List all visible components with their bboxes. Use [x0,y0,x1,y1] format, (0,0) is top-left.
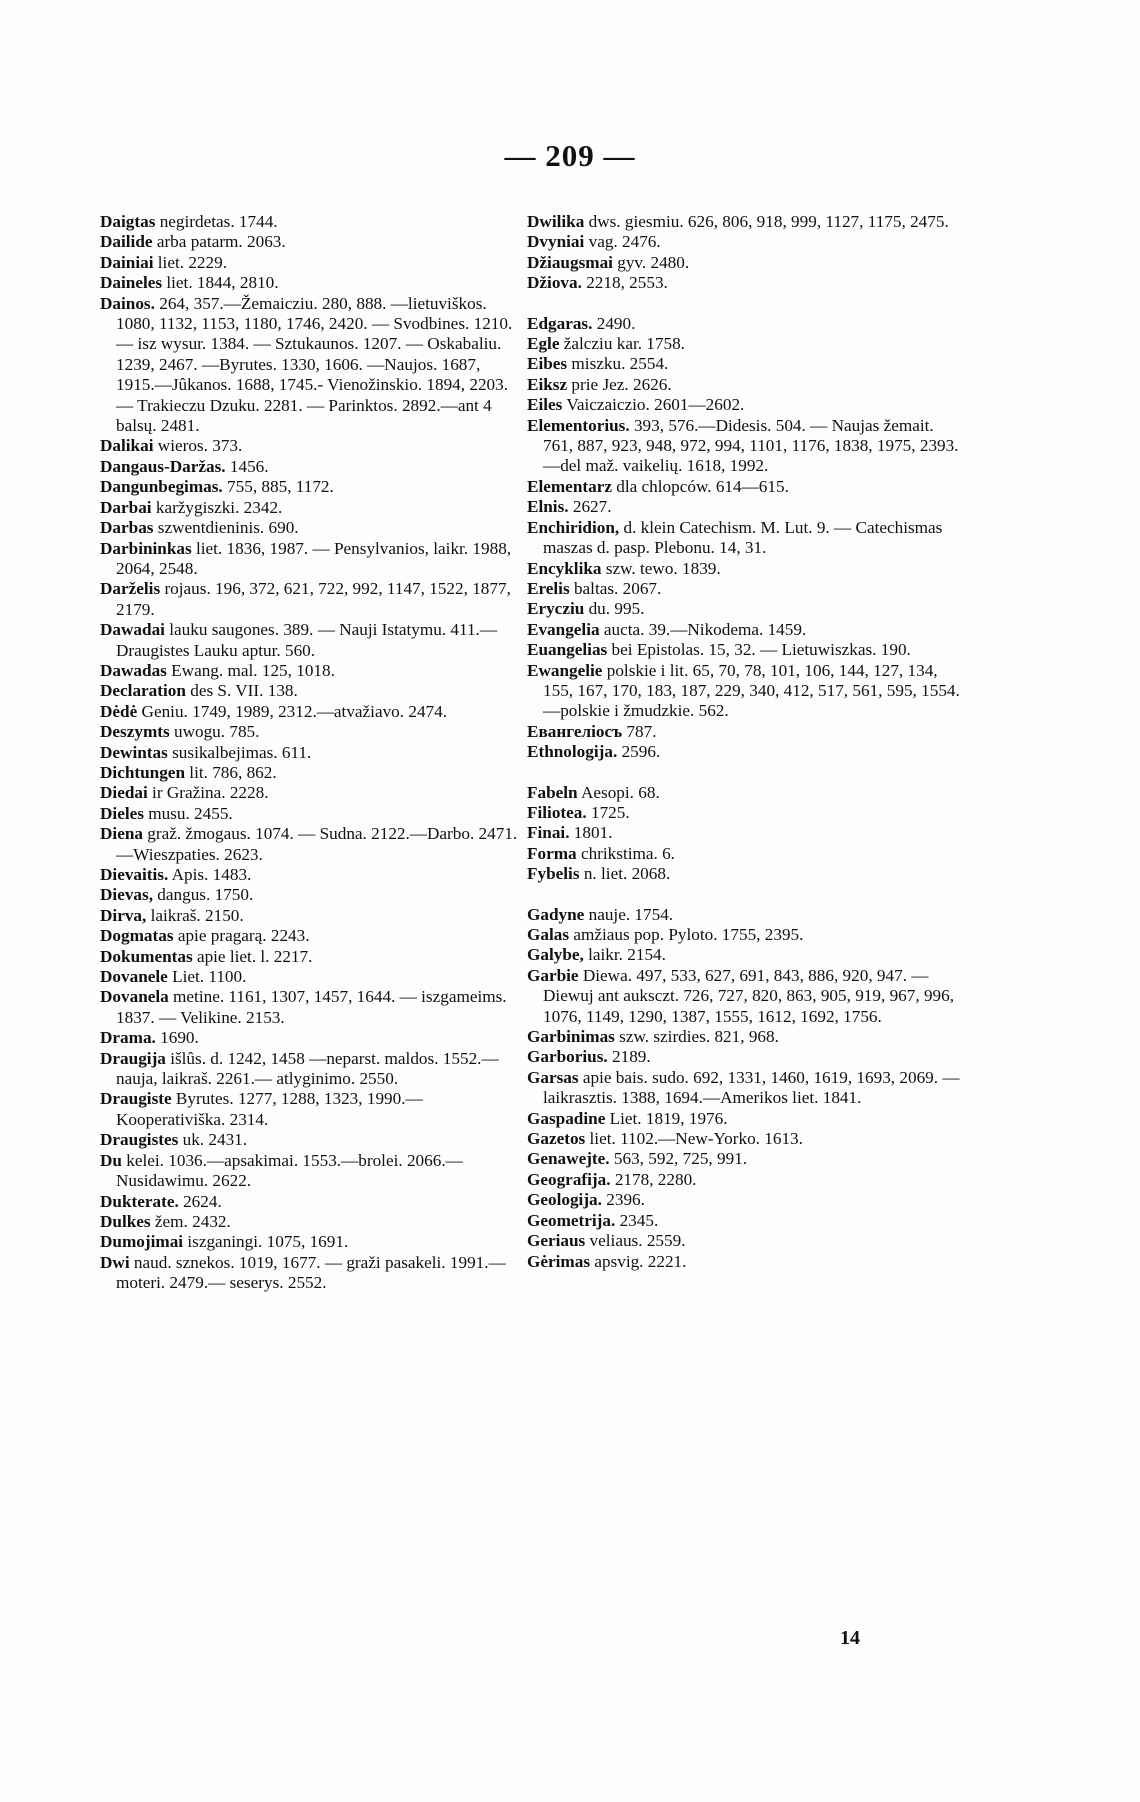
entry-references: liet. 2229. [153,252,228,272]
entry-references: dws. giesmiu. 626, 806, 918, 999, 1127, 1175, 2475. [584,212,949,231]
entry-references: 2396. [601,1190,645,1210]
entry-references: du. 995. [584,599,645,619]
entry-headword: Diedai [100,783,148,803]
entry-references: Diewa. 497, 533, 627, 691, 843, 886, 920, 947. — Diewuj ant auksczt. 726, 727, 820, 863, 905, 919, 967, 996, 1076, 1149, 1290, 1387, 1555, 1612, 1692, 1756. [543,965,955,1026]
entry-headword: Darbininkas [100,538,192,558]
entry-headword: Elementorius. [527,415,630,435]
index-entry [100,804,520,824]
entry-headword: Geriaus [527,1231,586,1251]
entry-headword: Dovanela [100,987,169,1007]
entry-references: szw. szirdies. 821, 968. [614,1027,779,1047]
entry-headword: Dwi [100,1252,130,1272]
entry-headword: Dewintas [100,742,168,762]
index-entry [527,334,967,354]
entry-references: apie liet. l. 2217. [192,946,313,966]
index-entry [527,416,967,477]
entry-headword: Dogmatas [100,926,174,946]
entry-headword: Dirva, [100,905,147,925]
index-entry [527,722,967,742]
entry-headword: Dangaus-Daržas. [100,456,226,476]
entry-references: liet. 1102.—New-Yorko. 1613. [585,1129,803,1149]
entry-headword: Dieles [100,803,144,823]
index-entry [527,1149,967,1169]
entry-headword: Dievas, [100,885,153,905]
entry-headword: Elementarz [527,476,612,496]
entry-references: prie Jez. 2626. [567,374,672,394]
index-entry [100,1212,520,1232]
entry-references: liet. 1844, 2810. [162,273,279,293]
entry-references: 755, 885, 1172. [222,477,334,497]
entry-references: wieros. 373. [153,436,243,456]
entry-headword: Finai. [527,823,570,843]
entry-headword: Enchiridion, [527,517,620,537]
index-entry [100,232,520,252]
index-entry [527,253,967,273]
index-entry [527,212,967,232]
entry-headword: Edgaras. [527,313,593,333]
index-entry [100,1192,520,1212]
entry-headword: Eiksz [527,374,568,394]
entry-references: uk. 2431. [178,1130,248,1150]
entry-headword: Encyklika [527,558,602,578]
entry-headword: Fybelis [527,864,580,884]
index-entry [527,477,967,497]
entry-references: Byrutes. 1277, 1288, 1323, 1990.—Kooperativiška. 2314. [116,1089,423,1129]
index-column-left [100,212,520,1294]
entry-headword: Draugija [100,1048,166,1068]
entry-headword: Daigtas [100,212,156,231]
entry-references: apie pragarą. 2243. [173,926,310,946]
entry-references: n. liet. 2068. [579,864,671,884]
entry-references: iszganingi. 1075, 1691. [183,1232,349,1252]
entry-references: Geniu. 1749, 1989, 2312.—atvažiavo. 2474. [137,701,448,721]
entry-headword: Gėrimas [527,1251,591,1271]
index-entry [527,375,967,395]
index-entry [100,865,520,885]
entry-references: graž. žmogaus. 1074. — Sudna. 2122.—Darbo. 2471.—Wieszpaties. 2623. [116,824,518,864]
entry-references: 393, 576.—Didesis. 504. — Naujas žemait. 761, 887, 923, 948, 972, 994, 1101, 1176, 1838, 1975, 2393.—del maž. vaikelių. 1618, 1992. [543,415,959,476]
entry-headword: Gaspadine [527,1108,606,1128]
entry-headword: Garsas [527,1067,579,1087]
entry-headword: Du [100,1150,122,1170]
entry-references: veliaus. 2559. [585,1231,686,1251]
entry-headword: Forma [527,843,577,863]
entry-references: žalcziu kar. 1758. [559,334,685,354]
index-entry [100,294,520,437]
entry-references: des S. VII. 138. [185,681,298,701]
index-entry [100,967,520,987]
index-entry [100,1151,520,1192]
index-entry [527,273,967,293]
printer-signature-mark: 14 [840,1627,860,1649]
entry-headword: Darbas [100,518,154,538]
entry-references: dangus. 1750. [153,885,254,905]
entry-headword: Geometrija. [527,1210,616,1230]
index-entry [527,966,967,1027]
entry-references: 2596. [617,742,661,762]
index-entry [100,702,520,722]
entry-headword: Dailide [100,232,153,252]
entry-references: naud. sznekos. 1019, 1677. — graži pasakeli. 1991.— moteri. 2479.— seserys. 2552. [116,1252,506,1293]
entry-headword: Euangelias [527,640,608,660]
entry-references: aucta. 39.—Nikodema. 1459. [599,619,807,639]
entry-headword: Filiotea. [527,802,587,822]
index-entry [527,945,967,965]
entry-references: bei Epistolas. 15, 32. — Lietuwiszkas. 190. [607,640,911,660]
index-entry [100,518,520,538]
index-entry [100,253,520,273]
index-entry [527,905,967,925]
entry-headword: Erelis [527,578,570,598]
index-entry [527,1211,967,1231]
entry-references: 264, 357.—Žemaicziu. 280, 888. —lietuviškos. 1080, 1132, 1153, 1180, 1746, 2420. — Svodbines. 1210. — isz wysur. 1384. — Sztukaunos. 1207. — Oskabaliu. 1239, 2467. —Byrutes. 1330, 1606. —Naujos. 1687, 1915.—Jûkanos. 1688, 1745.- Vienožinskio. 1894, 2203. — Trakieczu Dzuku. 2281. — Parinktos. 2892.—ant 4 balsų. 2481. [116,293,513,436]
index-entry [527,395,967,415]
entry-references: apie bais. sudo. 692, 1331, 1460, 1619, 1693, 2069. — laikrasztis. 1388, 1694.—Amerikos liet. 1841. [543,1067,960,1108]
entry-references: gyv. 2480. [612,252,690,272]
entry-headword: Galybe, [527,945,584,965]
index-entry [100,1089,520,1130]
entry-references: miszku. 2554. [567,354,669,374]
index-entry [527,823,967,843]
index-entry [527,925,967,945]
entry-references: 2490. [592,313,636,333]
index-entry [100,763,520,783]
entry-headword: Džiova. [527,273,582,293]
entry-headword: Dokumentas [100,946,193,966]
index-entry [100,661,520,681]
entry-headword: Darželis [100,579,161,599]
entry-references: kelei. 1036.—apsakimai. 1553.—brolei. 2066.—Nusidawimu. 2622. [116,1150,463,1191]
index-entry [100,579,520,620]
index-entry [527,1047,967,1067]
index-entry [527,1190,967,1210]
entry-references: vag. 2476. [584,232,661,252]
index-entry [527,354,967,374]
index-entry [100,436,520,456]
entry-references: laikr. 2154. [583,945,666,965]
index-entry [527,661,967,722]
index-entry [100,987,520,1028]
entry-headword: Dawadai [100,620,165,640]
entry-references: arba patarm. 2063. [152,232,286,252]
entry-references: Aesopi. 68. [577,782,660,802]
entry-headword: Gadyne [527,904,585,924]
entry-references: Liet. 1100. [167,967,247,987]
entry-references: 2624. [178,1191,222,1211]
entry-headword: Dulkes [100,1211,151,1231]
entry-references: 2627. [568,497,612,517]
index-entry [100,498,520,518]
entry-headword: Džiaugsmai [527,252,613,272]
index-entry [100,906,520,926]
entry-headword: Fabeln [527,782,578,802]
index-entry [100,477,520,497]
entry-headword: Dainiai [100,252,154,272]
index-entry [100,681,520,701]
entry-headword: Ethnologija. [527,742,618,762]
entry-references: 2218, 2553. [581,273,668,293]
index-entry [527,640,967,660]
entry-headword: Geologija. [527,1190,602,1210]
index-entry [527,1129,967,1149]
index-entry [100,1049,520,1090]
entry-headword: Draugistes [100,1130,179,1150]
entry-references: nauje. 1754. [584,904,674,924]
index-entry [527,1231,967,1251]
index-entry [527,579,967,599]
index-entry [100,926,520,946]
index-entry [527,864,967,884]
entry-headword: Daineles [100,273,163,293]
entry-headword: Dumojimai [100,1232,184,1252]
entry-headword: Ewangelie [527,660,603,680]
entry-references: 1690. [155,1028,199,1048]
entry-references: uwogu. 785. [169,722,260,742]
entry-headword: Drama. [100,1028,156,1048]
entry-references: žem. 2432. [150,1211,231,1231]
entry-headword: Gazetos [527,1129,586,1149]
index-entry [527,1252,967,1272]
entry-references: lauku saugones. 389. — Nauji Istatymu. 411.—Draugistes Lauku aptur. 560. [116,620,498,660]
entry-references: 787. [622,721,657,741]
entry-references: polskie i lit. 65, 70, 78, 101, 106, 144, 127, 134, 155, 167, 170, 183, 187, 229, 340, 412, 517, 561, 595, 1554.—polskie i žmudzkie. 562. [543,660,960,721]
entry-headword: Dėdė [100,701,138,721]
index-entry [100,722,520,742]
entry-references: apsvig. 2221. [590,1251,687,1271]
entry-references: karžygiszki. 2342. [151,497,283,517]
index-entry [100,885,520,905]
index-entry [527,1170,967,1190]
index-entry [100,212,520,232]
page-number: — 209 — [504,138,636,173]
index-entry [100,620,520,661]
index-entry [100,783,520,803]
entry-headword: Dawadas [100,660,167,680]
index-entry [100,1028,520,1048]
entry-references: ir Gražina. 2228. [147,783,269,803]
entry-headword: Dangunbegimas. [100,477,223,497]
entry-references: szw. tewo. 1839. [601,558,721,578]
index-entry [527,314,967,334]
entry-references: metine. 1161, 1307, 1457, 1644. — iszgameims. 1837. — Velikine. 2153. [116,987,507,1027]
entry-headword: Dvyniai [527,232,585,252]
index-entry [100,1253,520,1294]
index-entry [527,518,967,559]
index-entry [100,743,520,763]
entry-headword: Garbie [527,965,579,985]
entry-headword: Geografija. [527,1169,611,1189]
index-entry [100,539,520,580]
index-entry [527,742,967,762]
entry-references: 563, 592, 725, 991. [609,1149,748,1169]
entry-references: 2345. [615,1210,659,1230]
index-entry [100,947,520,967]
entry-references: 1801. [569,823,613,843]
entry-headword: Genawejte. [527,1149,610,1169]
entry-references: Apis. 1483. [168,865,252,884]
entry-headword: Elnis. [527,497,569,517]
entry-references: Ewang. mal. 125, 1018. [166,660,335,680]
entry-headword: Galas [527,925,570,944]
index-column-right [527,212,967,1272]
entry-headword: Eibes [527,354,568,374]
index-entry [527,620,967,640]
entry-references: laikraš. 2150. [146,905,244,925]
entry-references: 1725. [586,802,630,822]
entry-references: lit. 786, 862. [185,762,277,782]
entry-references: baltas. 2067. [569,578,662,598]
entry-headword: Declaration [100,681,186,701]
entry-references: 1456. [225,456,269,476]
index-entry [100,1130,520,1150]
entry-headword: Egle [527,334,560,354]
entry-references: Vaiczaiczio. 2601—2602. [562,395,745,415]
entry-references: Liet. 1819, 1976. [605,1108,728,1128]
index-entry [527,1027,967,1047]
entry-headword: Darbai [100,497,152,517]
entry-references: dla chlopców. 614—615. [611,476,789,496]
index-entry [527,497,967,517]
index-entry [100,1232,520,1252]
entry-references: susikalbejimas. 611. [167,742,312,762]
entry-headword: Deszymts [100,722,170,742]
entry-headword: Dwilika [527,212,585,231]
entry-headword: Evangelia [527,619,600,639]
entry-headword: Diena [100,824,143,844]
entry-references: negirdetas. 1744. [155,212,278,231]
entry-references: chrikstima. 6. [576,843,675,863]
index-entry [527,559,967,579]
entry-references: liet. 1836, 1987. — Pensylvanios, laikr. 1988, 2064, 2548. [116,538,512,578]
entry-references: amžiaus pop. Pyloto. 1755, 2395. [569,925,804,944]
entry-headword: Dovanele [100,967,168,987]
index-entry [527,599,967,619]
entry-references: d. klein Catechism. M. Lut. 9. — Catechismas maszas d. pasp. Plebonu. 14, 31. [543,517,943,558]
entry-references: rojaus. 196, 372, 621, 722, 992, 1147, 1522, 1877, 2179. [116,579,511,619]
index-entry [527,232,967,252]
entry-headword: Dichtungen [100,762,185,782]
entry-headword: Dukterate. [100,1191,179,1211]
entry-headword: Garbinimas [527,1027,615,1047]
index-entry [100,824,520,865]
entry-references: szwentdieninis. 690. [153,518,299,538]
index-entry [527,1068,967,1109]
entry-headword: Dalikai [100,436,154,456]
entry-headword: Dievaitis. [100,865,169,884]
entry-references: 2178, 2280. [610,1169,697,1189]
entry-headword: Erycziu [527,599,585,619]
entry-headword: Eiles [527,395,563,415]
index-entry [527,803,967,823]
index-entry [527,783,967,803]
entry-references: išlûs. d. 1242, 1458 —neparst. maldos. 1552.—nauja, laikraš. 2261.— atlyginimo. 2550. [116,1048,499,1089]
index-entry [100,273,520,293]
index-entry [527,1109,967,1129]
entry-headword: Garborius. [527,1047,608,1067]
index-entry [527,844,967,864]
index-entry [100,457,520,477]
entry-references: 2189. [607,1047,651,1067]
entry-headword: Draugiste [100,1089,172,1109]
entry-headword: Dainos. [100,293,155,313]
entry-headword: Евангелiосъ [527,721,623,741]
entry-references: musu. 2455. [143,803,233,823]
